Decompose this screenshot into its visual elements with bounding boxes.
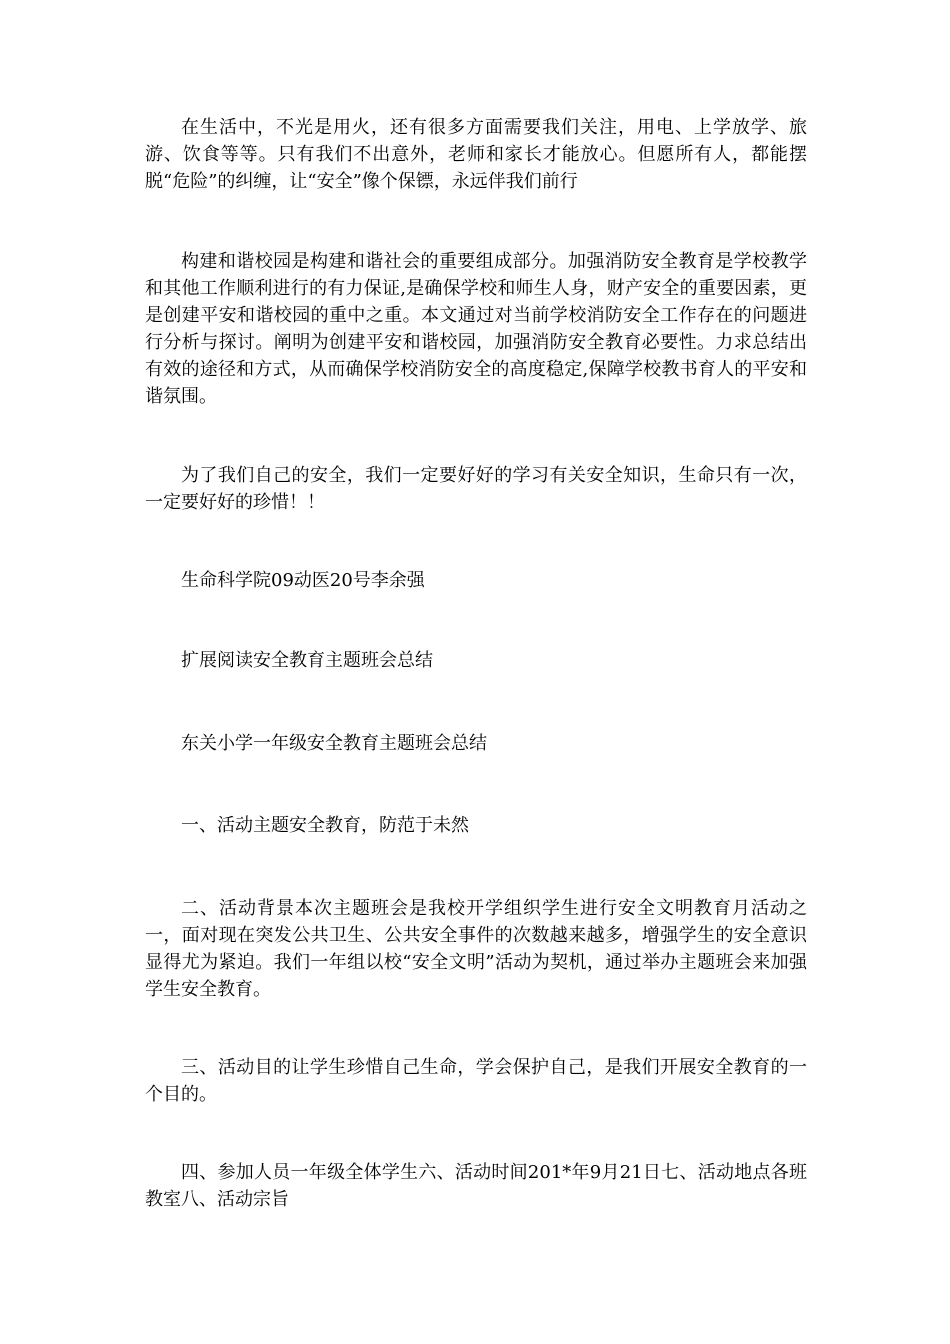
paragraph-activity-purpose: 三、活动目的让学生珍惜自己生命，学会保护自己，是我们开展安全教育的一个目的。 <box>145 1057 807 1105</box>
paragraph-class-meeting-title: 东关小学一年级安全教育主题班会总结 <box>181 733 487 754</box>
paragraph-activity-theme: 一、活动主题安全教育，防范于未然 <box>181 815 469 836</box>
paragraph-cherish-life: 为了我们自己的安全，我们一定要好好的学习有关安全知识，生命只有一次，一定要好好的珍惜！！ <box>145 465 807 513</box>
paragraph-extended-reading: 扩展阅读安全教育主题班会总结 <box>181 650 433 671</box>
paragraph-harmonious-campus: 构建和谐校园是构建和谐社会的重要组成部分。加强消防安全教育是学校教学和其他工作顺利进行的有力保证,是确保学校和师生人身，财产安全的重要因素，更是创建平安和谐校园的重中之重。本文通过对当前学校消防安全工作存在的问题进行分析与探讨。阐明为创建平安和谐校园，加强消防安全教育必要性。力求总结出有效的途径和方式，从而确保学校消防安全的高度稳定,保障学校教书育人的平安和谐氛围。 <box>145 251 807 407</box>
paragraph-life-safety: 在生活中，不光是用火，还有很多方面需要我们关注，用电、上学放学、旅游、饮食等等。只有我们不出意外，老师和家长才能放心。但愿所有人，都能摆脱“危险”的纠缠，让“安全”像个保镖，永远伴我们前行 <box>145 117 807 192</box>
paragraph-participants-time-place: 四、参加人员一年级全体学生六、活动时间201*年9月21日七、活动地点各班教室八、活动宗旨 <box>145 1162 807 1210</box>
paragraph-activity-background: 二、活动背景本次主题班会是我校开学组织学生进行安全文明教育月活动之一，面对现在突发公共卫生、公共安全事件的次数越来越多，增强学生的安全意识显得尤为紧迫。我们一年组以校“安全文明”活动为契机，通过举办主题班会来加强学生安全教育。 <box>145 898 807 1000</box>
paragraph-author-signature: 生命科学院09动医20号李余强 <box>181 570 425 591</box>
